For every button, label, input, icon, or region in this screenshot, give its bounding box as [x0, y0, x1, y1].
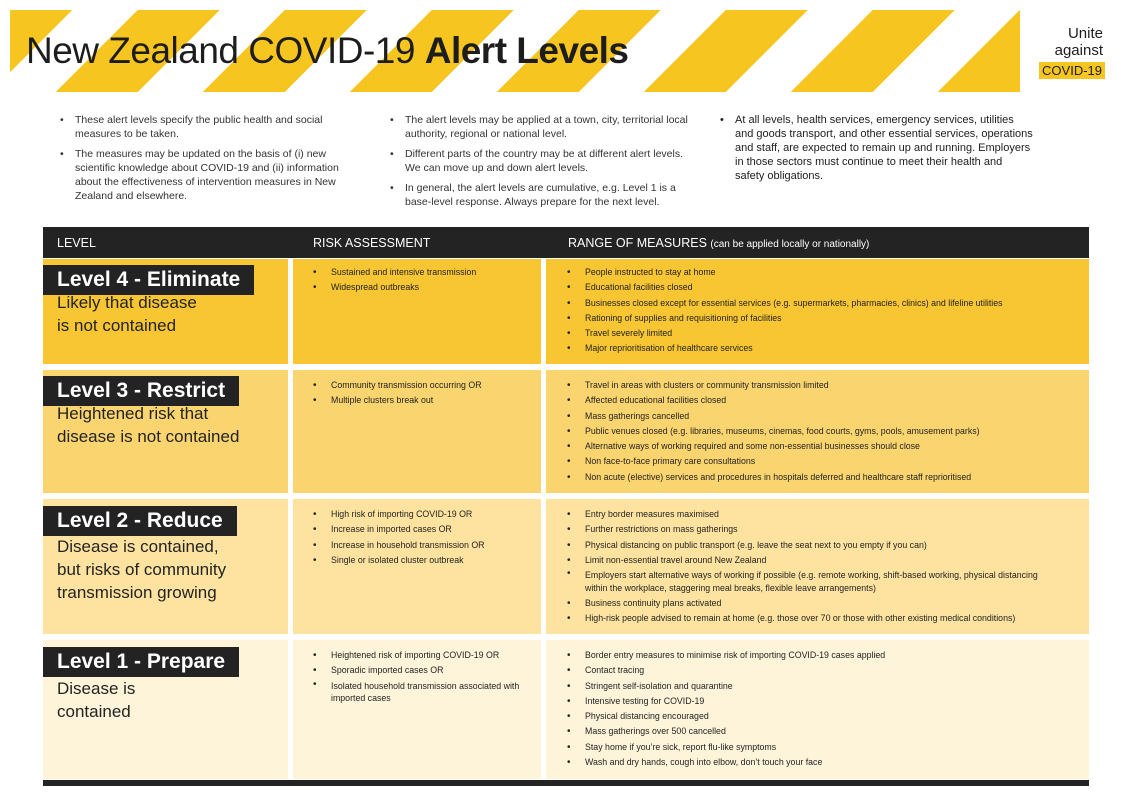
measure-item: • Stay home if you’re sick, report flu-like symptoms [565, 740, 1080, 755]
level-3-title: Level 3 - Restrict [43, 376, 239, 406]
level-4-description: Likely that disease is not contained [57, 293, 197, 335]
level-2-risk-cell [293, 499, 541, 634]
level-4-measures-cell [546, 259, 1089, 364]
measure-item: • Further restrictions on mass gatherings [565, 522, 1060, 537]
intro-column-3 [718, 113, 1033, 189]
page-title-bold: Alert Levels [424, 30, 629, 71]
level-2-description: Disease is contained, but risks of community transmission growing [57, 537, 227, 602]
header-measures-note: (can be applied locally or nationally) [710, 239, 870, 250]
measure-item: • Physical distancing encouraged [565, 709, 1080, 724]
risk-item: • Widespread outbreaks [311, 280, 536, 295]
logo-line-3: COVID-19 [1039, 62, 1105, 79]
level-1-risk-cell [293, 640, 541, 779]
measure-item: • Alternative ways of working required and some non-essential businesses should close [565, 439, 1080, 454]
intro-bullet: • These alert levels specify the public health and social measures to be taken. [58, 113, 358, 141]
risk-item: • Heightened risk of importing COVID-19 OR [311, 648, 521, 663]
measure-item: • Limit non-essential travel around New Zealand [565, 553, 1060, 568]
measure-item: • High-risk people advised to remain at home (e.g. those over 70 or those with other existing medical conditions) [565, 611, 1060, 626]
level-1-cell [43, 640, 288, 779]
level-2-title: Level 2 - Reduce [43, 506, 237, 536]
level-2-cell [43, 499, 288, 634]
level-1-title: Level 1 - Prepare [43, 647, 239, 677]
measure-item: • Affected educational facilities closed [565, 393, 1080, 408]
measure-item: • Rationing of supplies and requisitioning of facilities [565, 311, 1080, 326]
measure-item: • Wash and dry hands, cough into elbow, don’t touch your face [565, 755, 1080, 770]
measure-item: • Travel in areas with clusters or community transmission limited [565, 378, 1080, 393]
measure-item: • Businesses closed except for essential services (e.g. supermarkets, pharmacies, clinics) and lifeline utilities [565, 296, 1080, 311]
risk-item: • Increase in household transmission OR [311, 538, 536, 553]
unite-against-covid-logo [1028, 10, 1119, 92]
header-risk-assessment: RISK ASSESSMENT [313, 236, 431, 250]
measure-item: • Mass gatherings cancelled [565, 409, 1080, 424]
measure-item: • Business continuity plans activated [565, 596, 1060, 611]
risk-item: • Single or isolated cluster outbreak [311, 553, 536, 568]
intro-bullet: • The measures may be updated on the basis of (i) new scientific knowledge about COVID-19 and (ii) information about the effectiveness of intervention measures in New Zealand and elsewhere. [58, 147, 358, 203]
measure-item: • Entry border measures maximised [565, 507, 1060, 522]
measure-item: • Employers start alternative ways of working if possible (e.g. remote working, shift-based working, physical distancing within the workplace, staggering meal breaks, flexible leave arrangements) [565, 568, 1060, 596]
measure-item: • Non face-to-face primary care consultations [565, 454, 1080, 469]
risk-item: • Sustained and intensive transmission [311, 265, 536, 280]
measure-item: • Mass gatherings over 500 cancelled [565, 724, 1080, 739]
measure-item: • Major reprioritisation of healthcare services [565, 341, 1080, 356]
measure-item: • Stringent self-isolation and quarantine [565, 679, 1080, 694]
header-level: LEVEL [57, 236, 96, 250]
table-bottom-border [43, 780, 1089, 786]
level-3-measures-cell [546, 370, 1089, 493]
measure-item: • Physical distancing on public transport (e.g. leave the seat next to you empty if you can) [565, 538, 1060, 553]
risk-item: • High risk of importing COVID-19 OR [311, 507, 536, 522]
level-4-title: Level 4 - Eliminate [43, 265, 254, 295]
logo-line-2: against [1054, 42, 1103, 59]
measure-item: • Non acute (elective) services and procedures in hospitals deferred and healthcare staff reprioritised [565, 470, 1080, 485]
page-title: New Zealand COVID-19 Alert Levels [26, 30, 629, 71]
level-1-description: Disease is contained [57, 679, 136, 721]
measure-item: • Intensive testing for COVID-19 [565, 694, 1080, 709]
intro-column-2 [388, 113, 688, 215]
level-3-risk-cell [293, 370, 541, 493]
measure-item: • Educational facilities closed [565, 280, 1080, 295]
level-3-cell [43, 370, 288, 493]
level-1-measures-cell [546, 640, 1089, 779]
level-4-risk-cell [293, 259, 541, 364]
level-2-measures-cell [546, 499, 1089, 634]
intro-column-1 [58, 113, 358, 209]
measure-item: • People instructed to stay at home [565, 265, 1080, 280]
logo-line-1: Unite [1067, 25, 1103, 42]
header-range-of-measures: RANGE OF MEASURES (can be applied locally or nationally) [568, 236, 870, 250]
risk-item: • Sporadic imported cases OR [311, 663, 521, 678]
risk-item: • Community transmission occurring OR [311, 378, 536, 393]
measure-item: • Travel severely limited [565, 326, 1080, 341]
table-header [43, 227, 1089, 258]
measure-item: • Public venues closed (e.g. libraries, museums, cinemas, food courts, gyms, pools, amusement parks) [565, 424, 1080, 439]
level-4-cell [43, 259, 288, 364]
risk-item: • Multiple clusters break out [311, 393, 536, 408]
measure-item: • Border entry measures to minimise risk of importing COVID-19 cases applied [565, 648, 1080, 663]
level-3-description: Heightened risk that disease is not contained [57, 404, 240, 446]
intro-bullet: • In general, the alert levels are cumulative, e.g. Level 1 is a base-level response. Always prepare for the next level. [388, 181, 688, 209]
risk-item: • Increase in imported cases OR [311, 522, 536, 537]
risk-item: • Isolated household transmission associated with imported cases [311, 679, 521, 707]
intro-bullet: • At all levels, health services, emergency services, utilities and goods transport, and other essential services, operations and staff, are expected to remain up and running. Employers in those sectors must continue to meet their health and safety obligations. [718, 113, 1033, 183]
measure-item: • Contact tracing [565, 663, 1080, 678]
intro-bullet: • Different parts of the country may be at different alert levels. We can move up and down alert levels. [388, 147, 688, 175]
intro-bullet: • The alert levels may be applied at a town, city, territorial local authority, regional or national level. [388, 113, 688, 141]
